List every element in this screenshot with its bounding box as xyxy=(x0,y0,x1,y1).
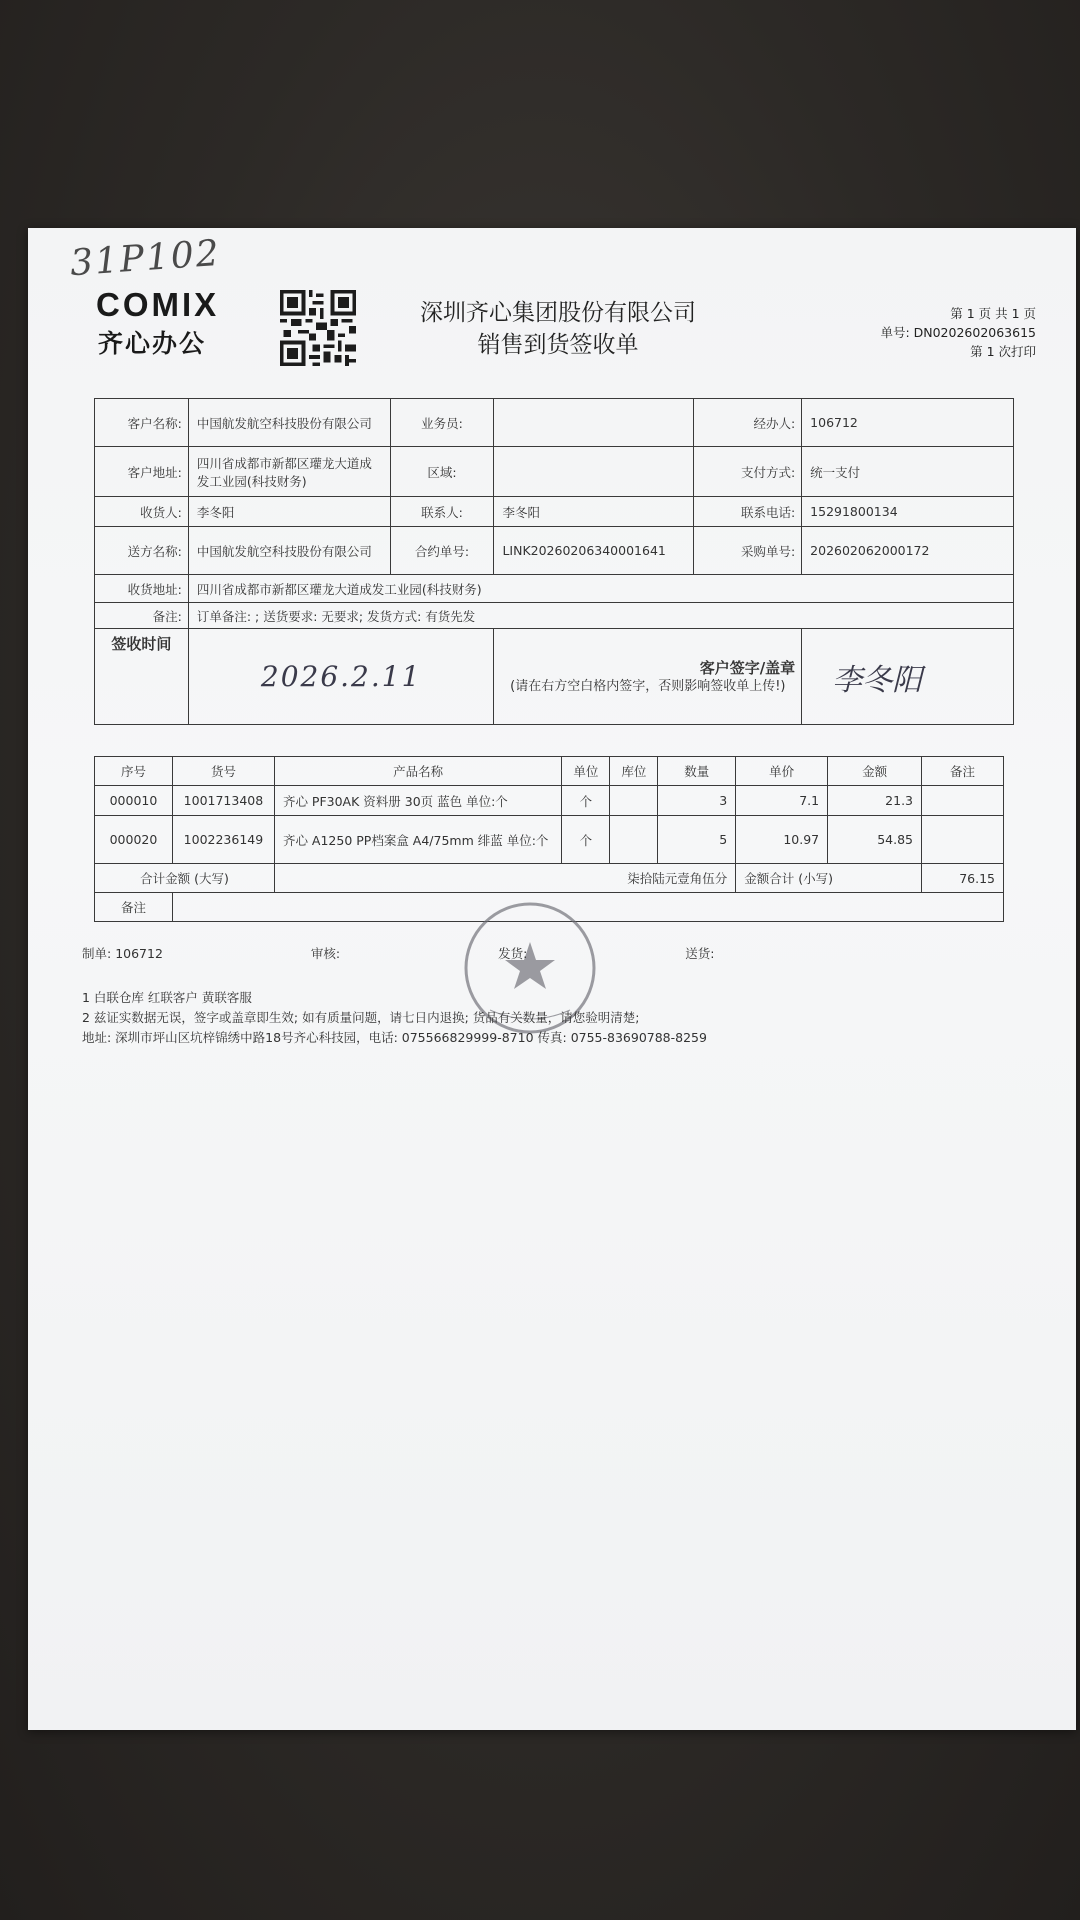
sign-time-label: 签收时间 xyxy=(95,629,189,725)
customer-address-label: 客户地址: xyxy=(95,447,189,497)
salesperson-label: 业务员: xyxy=(390,399,494,447)
delivery-receipt-paper xyxy=(28,228,1076,1730)
header-sku: 货号 xyxy=(172,757,274,786)
maker-label: 制单: xyxy=(82,946,112,961)
handler-label: 经办人: xyxy=(694,399,802,447)
row-price: 10.97 xyxy=(736,816,828,864)
handwritten-note: 31P102 xyxy=(68,232,222,285)
copy-note: 1 白联仓库 红联客户 黄联客服 xyxy=(82,990,252,1005)
page-number: 第 1 页 共 1 页 xyxy=(950,306,1036,321)
header-qty: 数量 xyxy=(658,757,736,786)
table-row xyxy=(95,816,1004,864)
row-price: 7.1 xyxy=(736,786,828,816)
row-unit: 个 xyxy=(562,816,610,864)
row-amount: 21.3 xyxy=(828,786,922,816)
salesperson-value xyxy=(494,399,694,447)
header-remark: 备注 xyxy=(922,757,1004,786)
header-price: 单价 xyxy=(736,757,828,786)
order-info-table xyxy=(94,398,1014,725)
total-lower-label: 金额合计 (小写) xyxy=(736,864,922,893)
row-qty: 5 xyxy=(658,816,736,864)
row-seq: 000010 xyxy=(95,786,173,816)
table-row xyxy=(95,786,1004,816)
row-remark xyxy=(922,816,1004,864)
row-location xyxy=(610,816,658,864)
row-seq: 000020 xyxy=(95,816,173,864)
customer-name-value: 中国航发航空科技股份有限公司 xyxy=(188,399,390,447)
region-value xyxy=(494,447,694,497)
total-upper-value: 柒拾陆元壹角伍分 xyxy=(274,864,735,893)
row-remark xyxy=(922,786,1004,816)
purchase-value: 202602062000172 xyxy=(802,527,1014,575)
payment-label: 支付方式: xyxy=(694,447,802,497)
qr-code-icon xyxy=(280,290,356,366)
remark-value: 订单备注: ; 送货要求: 无要求; 发货方式: 有货先发 xyxy=(188,603,1013,629)
row-sku: 1001713408 xyxy=(172,786,274,816)
items-remark-label: 备注 xyxy=(95,893,173,922)
handwritten-sign-date: 2026.2.11 xyxy=(188,629,494,725)
region-label: 区域: xyxy=(390,447,494,497)
delivery-address-value: 四川省成都市新都区瓘龙大道成发工业园(科技财务) xyxy=(188,575,1013,603)
purchase-label: 采购单号: xyxy=(694,527,802,575)
deliver-label: 送货: xyxy=(685,946,715,961)
document-title: 销售到货签收单 xyxy=(477,332,639,358)
page-info xyxy=(880,304,1036,361)
comix-logo: COMIX xyxy=(96,286,220,323)
row-sku: 1002236149 xyxy=(172,816,274,864)
payment-value: 统一支付 xyxy=(802,447,1014,497)
contact-value: 李冬阳 xyxy=(494,497,694,527)
terms-note: 2 兹证实数据无误，签字或盖章即生效; 如有质量问题，请七日内退换; 货品有关数量，请您验明清楚; xyxy=(82,1010,640,1025)
receiver-label: 收货人: xyxy=(95,497,189,527)
row-qty: 3 xyxy=(658,786,736,816)
row-location xyxy=(610,786,658,816)
document-number: 单号: DN0202602063615 xyxy=(880,325,1036,340)
total-lower-value: 76.15 xyxy=(922,864,1004,893)
company-name: 深圳齐心集团股份有限公司 xyxy=(420,300,696,326)
ship-label: 发货: xyxy=(498,946,528,961)
maker-value: 106712 xyxy=(115,946,163,961)
delivery-address-label: 收货地址: xyxy=(95,575,189,603)
phone-value: 15291800134 xyxy=(802,497,1014,527)
customer-name-label: 客户名称: xyxy=(95,399,189,447)
customer-sign-note: (请在右方空白格内签字，否则影响签收单上传!) xyxy=(510,679,786,694)
row-amount: 54.85 xyxy=(828,816,922,864)
header-location: 库位 xyxy=(610,757,658,786)
phone-label: 联系电话: xyxy=(694,497,802,527)
print-count: 第 1 次打印 xyxy=(970,344,1036,359)
customer-sign-label: 客户签字/盖章 xyxy=(699,659,796,677)
customer-address-value: 四川省成都市新都区瓘龙大道成发工业园(科技财务) xyxy=(188,447,390,497)
review-label: 审核: xyxy=(310,946,341,961)
sign-off-row xyxy=(82,944,714,962)
contact-label: 联系人: xyxy=(390,497,494,527)
handler-value: 106712 xyxy=(802,399,1014,447)
customer-sign-instructions xyxy=(494,629,802,725)
header-product: 产品名称 xyxy=(274,757,562,786)
comix-logo-cn: 齐心办公 xyxy=(98,330,207,358)
header-unit: 单位 xyxy=(562,757,610,786)
total-upper-label: 合计金额 (大写) xyxy=(95,864,275,893)
ship-to-label: 送方名称: xyxy=(95,527,189,575)
contract-label: 合约单号: xyxy=(390,527,494,575)
header-seq: 序号 xyxy=(95,757,173,786)
total-row xyxy=(95,864,1004,893)
header-amount: 金额 xyxy=(828,757,922,786)
row-product: 齐心 PF30AK 资料册 30页 蓝色 单位:个 xyxy=(274,786,562,816)
row-product: 齐心 A1250 PP档案盒 A4/75mm 绯蓝 单位:个 xyxy=(274,816,562,864)
customer-signature: 李冬阳 xyxy=(802,629,1014,725)
row-unit: 个 xyxy=(562,786,610,816)
receiver-value: 李冬阳 xyxy=(188,497,390,527)
company-address: 地址: 深圳市坪山区坑梓锦绣中路18号齐心科技园，电话: 075566829999-8710 传真: 0755-83690788-8259 xyxy=(82,1030,707,1045)
ship-to-value: 中国航发航空科技股份有限公司 xyxy=(188,527,390,575)
items-header-row xyxy=(95,757,1004,786)
remark-label: 备注: xyxy=(95,603,189,629)
contract-value: LINK20260206340001641 xyxy=(494,527,694,575)
